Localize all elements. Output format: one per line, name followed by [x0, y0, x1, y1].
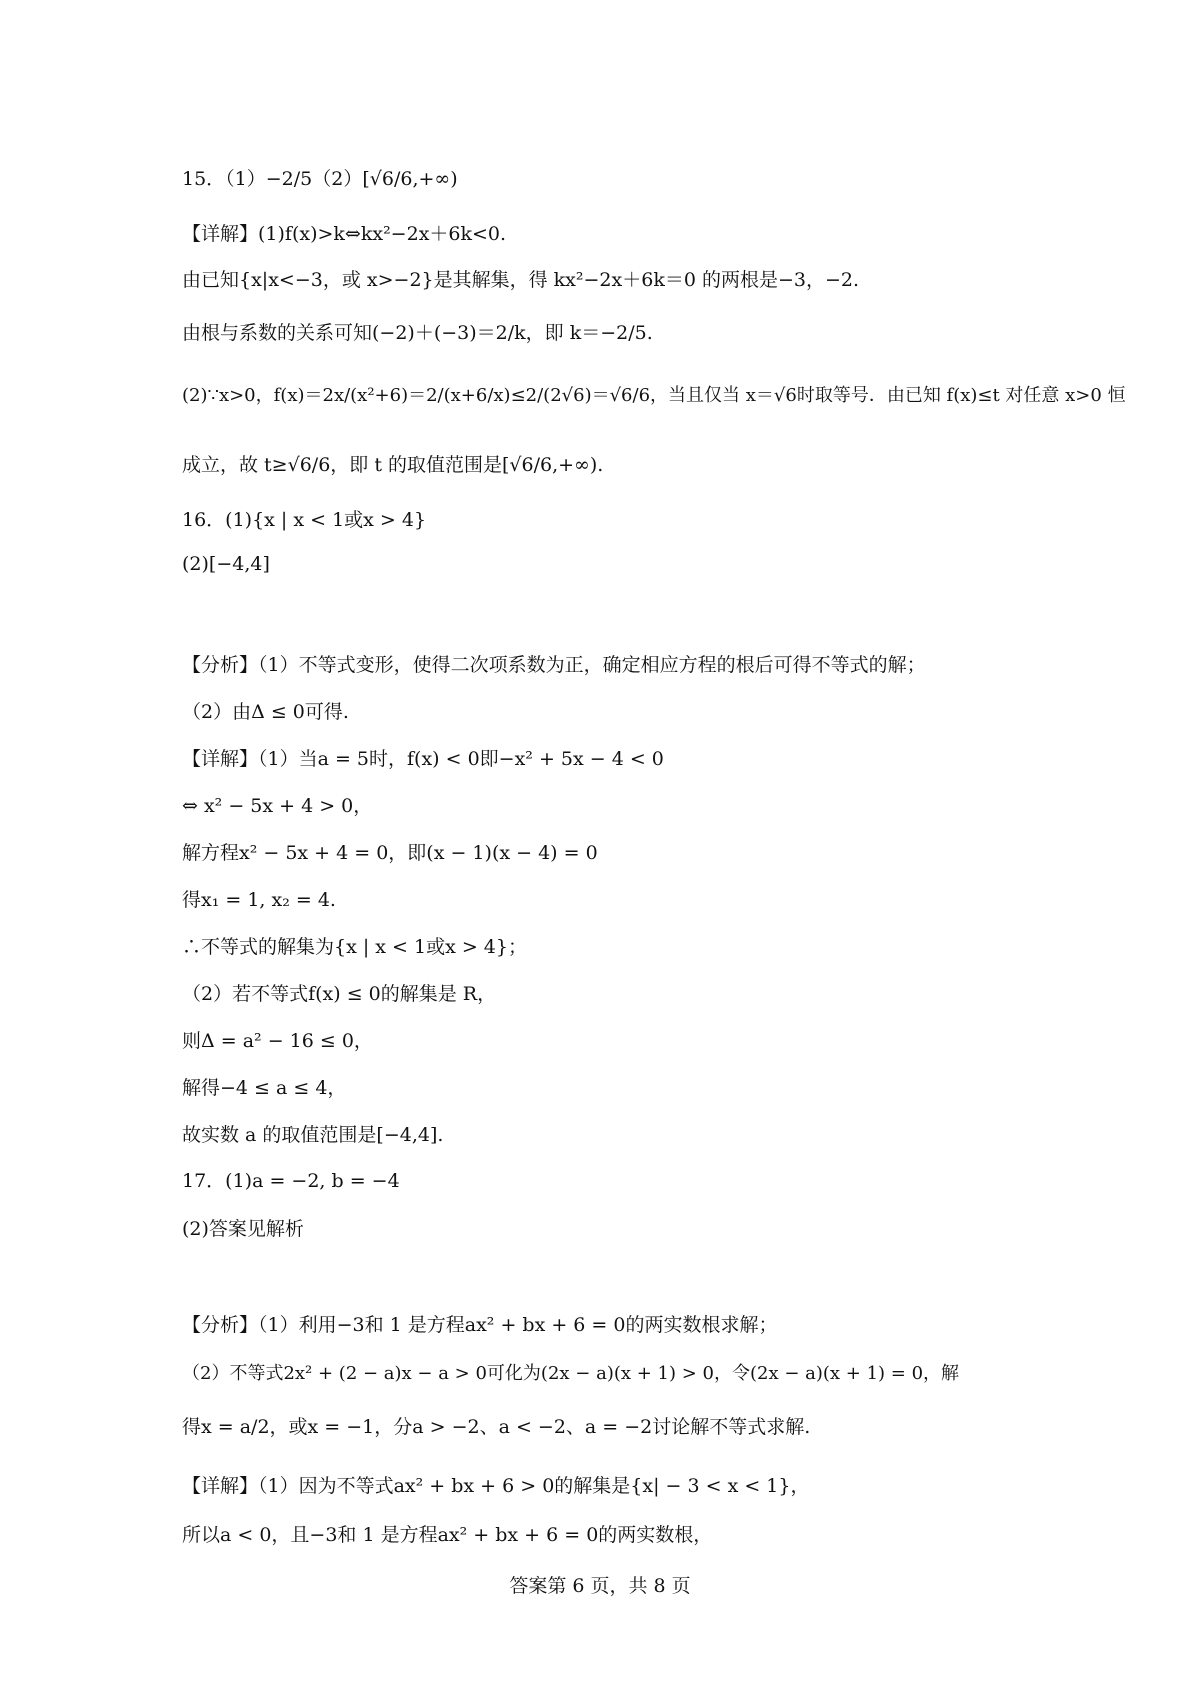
answer-15-header: 15．（1）−2/5（2）[√6/6,+∞)	[182, 168, 458, 190]
answer-16-detail-9: 故实数 a 的取值范围是[−4,4].	[182, 1124, 444, 1146]
answer-17-detail-2: 所以a < 0，且−3和 1 是方程ax² + bx + 6 = 0的两实数根，	[182, 1524, 713, 1546]
answer-17-header: 17．(1)a = −2, b = −4	[182, 1170, 400, 1192]
answer-16-detail-1: 【详解】（1）当a = 5时，f(x) < 0即−x² + 5x − 4 < 0	[182, 748, 664, 770]
answer-15-detail-2: 由已知{x|x<−3，或 x>−2}是其解集，得 kx²−2x＋6k＝0 的两根是−3，−2.	[182, 269, 860, 291]
answer-17-detail-1: 【详解】（1）因为不等式ax² + bx + 6 > 0的解集是{x| − 3 < x < 1}，	[182, 1475, 810, 1497]
answer-16-part-2: (2)[−4,4]	[182, 553, 270, 575]
page-footer: 答案第 6 页，共 8 页	[509, 1575, 691, 1597]
answer-16-detail-6: （2）若不等式f(x) ≤ 0的解集是 R，	[182, 983, 497, 1005]
answer-16-detail-7: 则Δ = a² − 16 ≤ 0，	[182, 1030, 373, 1052]
answer-16-analysis-1: 【分析】（1）不等式变形，使得二次项系数为正，确定相应方程的根后可得不等式的解；	[182, 654, 926, 676]
answer-16-detail-8: 解得−4 ≤ a ≤ 4，	[182, 1077, 347, 1099]
answer-16-header: 16．(1){x | x < 1或x > 4}	[182, 509, 427, 531]
answer-17-analysis-3: 得x = a/2，或x = −1，分a > −2、a < −2、a = −2讨论解不等式求解.	[182, 1416, 811, 1438]
answer-16-analysis-2: （2）由Δ ≤ 0可得.	[182, 701, 349, 723]
answer-15-detail-5: 成立，故 t≥√6/6，即 t 的取值范围是[√6/6,+∞).	[182, 454, 604, 476]
answer-16-detail-5: ∴不等式的解集为{x | x < 1或x > 4}；	[182, 936, 527, 958]
answer-16-detail-4: 得x₁ = 1, x₂ = 4.	[182, 889, 336, 911]
answer-16-detail-3: 解方程x² − 5x + 4 = 0，即(x − 1)(x − 4) = 0	[182, 842, 598, 864]
answer-15-detail-3: 由根与系数的关系可知(−2)＋(−3)＝2/k，即 k＝−2/5.	[182, 322, 653, 344]
answer-16-detail-2: ⇔ x² − 5x + 4 > 0，	[182, 795, 373, 817]
answer-17-analysis-1: 【分析】（1）利用−3和 1 是方程ax² + bx + 6 = 0的两实数根求解；	[182, 1314, 778, 1336]
answer-15-detail-4: (2)∵x>0，f(x)＝2x/(x²+6)＝2/(x+6/x)≤2/(2√6)＝√6/6，当且仅当 x＝√6时取等号．由已知 f(x)≤t 对任意 x>0 恒	[182, 385, 1126, 406]
answer-15-detail-1: 【详解】(1)f(x)>k⇔kx²−2x＋6k<0.	[182, 223, 507, 245]
answer-17-part-2: (2)答案见解析	[182, 1218, 304, 1240]
answer-17-analysis-2: （2）不等式2x² + (2 − a)x − a > 0可化为(2x − a)(x + 1) > 0，令(2x − a)(x + 1) = 0，解	[182, 1363, 960, 1384]
